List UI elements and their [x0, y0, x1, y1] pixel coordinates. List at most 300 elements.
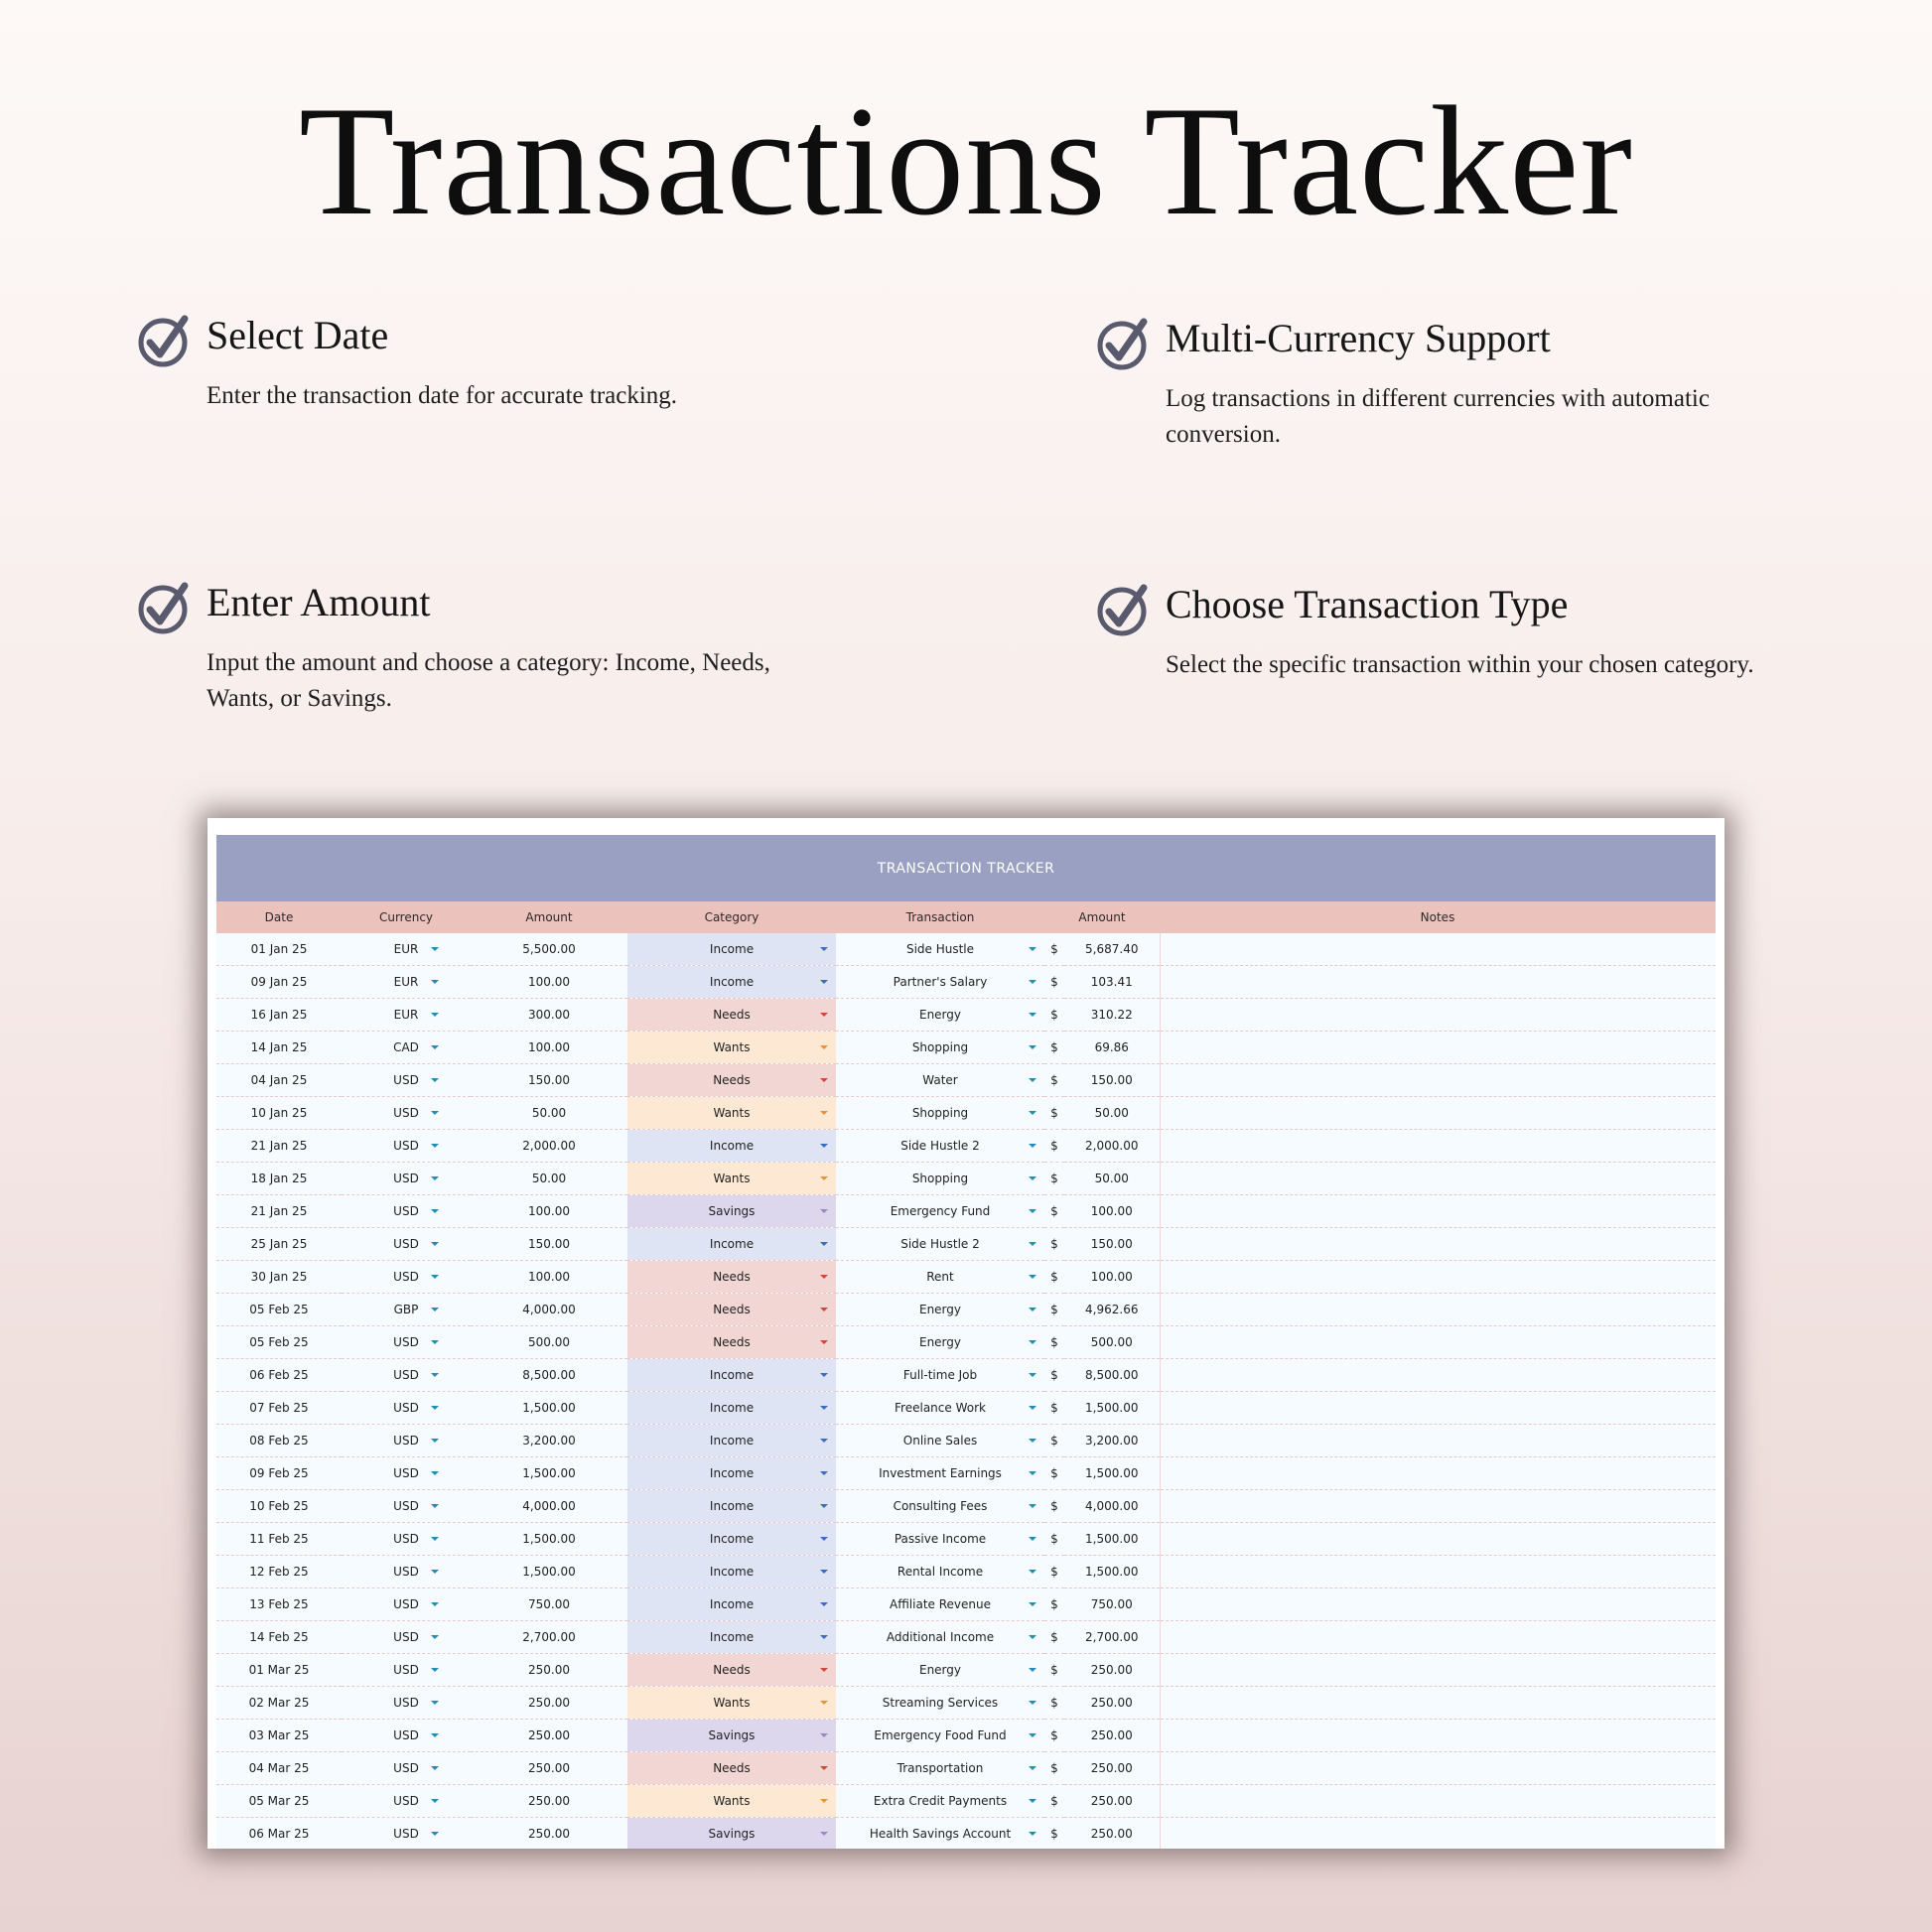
chevron-down-icon[interactable] [431, 1308, 439, 1311]
chevron-down-icon[interactable] [820, 1209, 828, 1213]
chevron-down-icon[interactable] [1029, 1602, 1036, 1606]
chevron-down-icon[interactable] [1029, 1144, 1036, 1148]
transaction-select[interactable] [836, 1425, 1044, 1457]
category-select[interactable] [627, 1130, 836, 1163]
converted-amount-cell: 1,500.00 [1064, 1392, 1160, 1425]
currency-select[interactable] [342, 1425, 471, 1457]
date-cell[interactable]: 01 Mar 25 [216, 1654, 342, 1687]
currency-select[interactable] [342, 1163, 471, 1195]
chevron-down-icon[interactable] [820, 1111, 828, 1115]
chevron-down-icon[interactable] [820, 1373, 828, 1377]
chevron-down-icon[interactable] [1029, 1635, 1036, 1639]
amount-cell[interactable]: 3,200.00 [471, 1425, 627, 1457]
table-row [216, 1392, 1716, 1425]
transaction-select[interactable] [836, 1195, 1044, 1228]
chevron-down-icon[interactable] [820, 980, 828, 984]
transaction-select[interactable] [836, 1457, 1044, 1490]
category-select[interactable] [627, 1818, 836, 1850]
transaction-select[interactable] [836, 1785, 1044, 1818]
category-select[interactable] [627, 1425, 836, 1457]
category-select[interactable] [627, 1163, 836, 1195]
date-cell[interactable]: 14 Feb 25 [216, 1621, 342, 1654]
currency-symbol: $ [1044, 1752, 1064, 1785]
chevron-down-icon[interactable] [1029, 1537, 1036, 1541]
currency-select[interactable] [342, 1195, 471, 1228]
transaction-select[interactable] [836, 999, 1044, 1032]
chevron-down-icon[interactable] [431, 1144, 439, 1148]
notes-cell[interactable] [1160, 1195, 1716, 1228]
date-cell[interactable]: 10 Feb 25 [216, 1490, 342, 1523]
date-cell[interactable]: 08 Feb 25 [216, 1425, 342, 1457]
col-header-amount[interactable]: Amount [471, 901, 627, 933]
category-select[interactable] [627, 1490, 836, 1523]
transaction-select[interactable] [836, 1163, 1044, 1195]
transaction-select[interactable] [836, 1687, 1044, 1720]
chevron-down-icon[interactable] [820, 1701, 828, 1705]
date-cell[interactable]: 09 Feb 25 [216, 1457, 342, 1490]
chevron-down-icon[interactable] [820, 1275, 828, 1279]
chevron-down-icon[interactable] [431, 947, 439, 951]
currency-select[interactable] [342, 1687, 471, 1720]
currency-select[interactable] [342, 1326, 471, 1359]
transaction-select[interactable] [836, 1720, 1044, 1752]
converted-amount-cell: 50.00 [1064, 1097, 1160, 1130]
chevron-down-icon[interactable] [431, 1373, 439, 1377]
amount-cell[interactable]: 250.00 [471, 1752, 627, 1785]
date-cell[interactable]: 12 Feb 25 [216, 1556, 342, 1588]
notes-cell[interactable] [1160, 1621, 1716, 1654]
notes-cell[interactable] [1160, 1490, 1716, 1523]
amount-cell[interactable]: 100.00 [471, 966, 627, 999]
currency-symbol: $ [1044, 1490, 1064, 1523]
chevron-down-icon[interactable] [431, 1537, 439, 1541]
amount-cell[interactable]: 300.00 [471, 999, 627, 1032]
chevron-down-icon[interactable] [1029, 1406, 1036, 1410]
date-cell[interactable]: 16 Jan 25 [216, 999, 342, 1032]
amount-cell[interactable]: 100.00 [471, 1032, 627, 1064]
transaction-select[interactable] [836, 1490, 1044, 1523]
chevron-down-icon[interactable] [1029, 1045, 1036, 1049]
notes-cell[interactable] [1160, 1294, 1716, 1326]
chevron-down-icon[interactable] [431, 1471, 439, 1475]
currency-value: USD [393, 1401, 419, 1415]
amount-cell[interactable]: 50.00 [471, 1097, 627, 1130]
amount-cell[interactable]: 250.00 [471, 1720, 627, 1752]
category-select[interactable] [627, 1064, 836, 1097]
chevron-down-icon[interactable] [431, 1668, 439, 1672]
chevron-down-icon[interactable] [431, 1504, 439, 1508]
feature-heading: Enter Amount [207, 580, 431, 624]
chevron-down-icon[interactable] [1029, 980, 1036, 984]
chevron-down-icon[interactable] [431, 1602, 439, 1606]
transaction-select[interactable] [836, 1752, 1044, 1785]
currency-symbol: $ [1044, 1294, 1064, 1326]
amount-cell[interactable]: 750.00 [471, 1588, 627, 1621]
category-select[interactable] [627, 1032, 836, 1064]
chevron-down-icon[interactable] [431, 1209, 439, 1213]
currency-select[interactable] [342, 1359, 471, 1392]
chevron-down-icon[interactable] [431, 1275, 439, 1279]
currency-select[interactable] [342, 1752, 471, 1785]
notes-cell[interactable] [1160, 1326, 1716, 1359]
category-value: Wants [713, 1696, 751, 1710]
amount-cell[interactable]: 2,700.00 [471, 1621, 627, 1654]
col-header-converted-amount[interactable]: Amount [1044, 901, 1160, 933]
currency-value: EUR [393, 1008, 419, 1022]
notes-cell[interactable] [1160, 1359, 1716, 1392]
chevron-down-icon[interactable] [820, 1439, 828, 1443]
date-cell[interactable]: 10 Jan 25 [216, 1097, 342, 1130]
chevron-down-icon[interactable] [1029, 1733, 1036, 1737]
transaction-value: Emergency Fund [890, 1204, 991, 1218]
chevron-down-icon[interactable] [820, 1308, 828, 1311]
currency-select[interactable] [342, 1490, 471, 1523]
notes-cell[interactable] [1160, 1064, 1716, 1097]
category-value: Needs [713, 1303, 751, 1316]
transaction-select[interactable] [836, 1032, 1044, 1064]
notes-cell[interactable] [1160, 966, 1716, 999]
transaction-select[interactable] [836, 1326, 1044, 1359]
category-select[interactable] [627, 999, 836, 1032]
amount-cell[interactable]: 2,000.00 [471, 1130, 627, 1163]
notes-cell[interactable] [1160, 1130, 1716, 1163]
currency-symbol: $ [1044, 1195, 1064, 1228]
chevron-down-icon[interactable] [1029, 1013, 1036, 1017]
amount-cell[interactable]: 100.00 [471, 1261, 627, 1294]
transaction-select[interactable] [836, 1097, 1044, 1130]
amount-cell[interactable]: 1,500.00 [471, 1457, 627, 1490]
notes-cell[interactable] [1160, 999, 1716, 1032]
notes-cell[interactable] [1160, 1818, 1716, 1850]
date-cell[interactable]: 05 Mar 25 [216, 1785, 342, 1818]
chevron-down-icon[interactable] [431, 1078, 439, 1082]
date-cell[interactable]: 11 Feb 25 [216, 1523, 342, 1556]
col-header-category[interactable]: Category [627, 901, 836, 933]
chevron-down-icon[interactable] [431, 1045, 439, 1049]
notes-cell[interactable] [1160, 1228, 1716, 1261]
amount-cell[interactable]: 4,000.00 [471, 1490, 627, 1523]
amount-cell[interactable]: 4,000.00 [471, 1294, 627, 1326]
chevron-down-icon[interactable] [431, 1439, 439, 1443]
chevron-down-icon[interactable] [431, 1701, 439, 1705]
category-select[interactable] [627, 1294, 836, 1326]
amount-cell[interactable]: 500.00 [471, 1326, 627, 1359]
transaction-select[interactable] [836, 1064, 1044, 1097]
notes-cell[interactable] [1160, 1556, 1716, 1588]
table-row [216, 1195, 1716, 1228]
chevron-down-icon[interactable] [820, 1766, 828, 1770]
notes-cell[interactable] [1160, 933, 1716, 966]
currency-select[interactable] [342, 1228, 471, 1261]
amount-cell[interactable]: 8,500.00 [471, 1359, 627, 1392]
chevron-down-icon[interactable] [431, 1635, 439, 1639]
currency-value: EUR [393, 975, 419, 989]
transaction-select[interactable] [836, 1130, 1044, 1163]
date-cell[interactable]: 30 Jan 25 [216, 1261, 342, 1294]
currency-select[interactable] [342, 1457, 471, 1490]
chevron-down-icon[interactable] [1029, 1275, 1036, 1279]
currency-select[interactable] [342, 1294, 471, 1326]
transaction-value: Shopping [911, 1106, 969, 1120]
currency-select[interactable] [342, 1097, 471, 1130]
amount-cell[interactable]: 150.00 [471, 1228, 627, 1261]
chevron-down-icon[interactable] [431, 1832, 439, 1836]
transaction-select[interactable] [836, 1654, 1044, 1687]
currency-select[interactable] [342, 1588, 471, 1621]
category-value: Income [709, 1532, 755, 1546]
chevron-down-icon[interactable] [1029, 1504, 1036, 1508]
chevron-down-icon[interactable] [820, 1176, 828, 1180]
category-value: Wants [713, 1106, 751, 1120]
col-header-notes[interactable]: Notes [1160, 901, 1716, 933]
chevron-down-icon[interactable] [431, 980, 439, 984]
chevron-down-icon[interactable] [431, 1340, 439, 1344]
chevron-down-icon[interactable] [1029, 1209, 1036, 1213]
date-cell[interactable]: 03 Mar 25 [216, 1720, 342, 1752]
chevron-down-icon[interactable] [820, 947, 828, 951]
date-cell[interactable]: 04 Jan 25 [216, 1064, 342, 1097]
category-select[interactable] [627, 1457, 836, 1490]
chevron-down-icon[interactable] [431, 1242, 439, 1246]
table-row [216, 999, 1716, 1032]
chevron-down-icon[interactable] [820, 1471, 828, 1475]
currency-select[interactable] [342, 1261, 471, 1294]
chevron-down-icon[interactable] [820, 1832, 828, 1836]
currency-select[interactable] [342, 1392, 471, 1425]
header-row [216, 901, 1716, 933]
chevron-down-icon[interactable] [820, 1013, 828, 1017]
category-select[interactable] [627, 1687, 836, 1720]
category-value: Income [709, 1237, 755, 1251]
transaction-select[interactable] [836, 1588, 1044, 1621]
notes-cell[interactable] [1160, 1097, 1716, 1130]
currency-select[interactable] [342, 966, 471, 999]
category-select[interactable] [627, 1097, 836, 1130]
notes-cell[interactable] [1160, 1163, 1716, 1195]
currency-select[interactable] [342, 933, 471, 966]
currency-value: USD [393, 1434, 419, 1448]
chevron-down-icon[interactable] [820, 1406, 828, 1410]
chevron-down-icon[interactable] [820, 1602, 828, 1606]
chevron-down-icon[interactable] [1029, 1176, 1036, 1180]
category-select[interactable] [627, 1228, 836, 1261]
category-select[interactable] [627, 1392, 836, 1425]
chevron-down-icon[interactable] [1029, 1471, 1036, 1475]
transaction-value: Partner's Salary [893, 975, 988, 989]
category-select[interactable] [627, 1785, 836, 1818]
amount-cell[interactable]: 1,500.00 [471, 1392, 627, 1425]
date-cell[interactable]: 18 Jan 25 [216, 1163, 342, 1195]
transaction-select[interactable] [836, 1359, 1044, 1392]
date-cell[interactable]: 07 Feb 25 [216, 1392, 342, 1425]
currency-symbol: $ [1044, 1425, 1064, 1457]
category-select[interactable] [627, 966, 836, 999]
currency-symbol: $ [1044, 999, 1064, 1032]
chevron-down-icon[interactable] [431, 1799, 439, 1803]
amount-cell[interactable]: 5,500.00 [471, 933, 627, 966]
currency-select[interactable] [342, 1523, 471, 1556]
date-cell[interactable]: 05 Feb 25 [216, 1326, 342, 1359]
chevron-down-icon[interactable] [1029, 1799, 1036, 1803]
amount-cell[interactable]: 50.00 [471, 1163, 627, 1195]
date-cell[interactable]: 25 Jan 25 [216, 1228, 342, 1261]
chevron-down-icon[interactable] [1029, 1766, 1036, 1770]
chevron-down-icon[interactable] [820, 1242, 828, 1246]
transaction-select[interactable] [836, 1556, 1044, 1588]
category-select[interactable] [627, 1556, 836, 1588]
transaction-value: Side Hustle 2 [900, 1237, 980, 1251]
category-select[interactable] [627, 1523, 836, 1556]
date-cell[interactable]: 21 Jan 25 [216, 1130, 342, 1163]
notes-cell[interactable] [1160, 1752, 1716, 1785]
chevron-down-icon[interactable] [1029, 1570, 1036, 1574]
currency-select[interactable] [342, 1818, 471, 1850]
notes-cell[interactable] [1160, 1457, 1716, 1490]
date-cell[interactable]: 13 Feb 25 [216, 1588, 342, 1621]
date-cell[interactable]: 05 Feb 25 [216, 1294, 342, 1326]
chevron-down-icon[interactable] [820, 1144, 828, 1148]
notes-cell[interactable] [1160, 1785, 1716, 1818]
category-value: Income [709, 1565, 755, 1579]
notes-cell[interactable] [1160, 1720, 1716, 1752]
chevron-down-icon[interactable] [431, 1176, 439, 1180]
currency-select[interactable] [342, 999, 471, 1032]
transaction-select[interactable] [836, 1818, 1044, 1850]
category-select[interactable] [627, 1654, 836, 1687]
chevron-down-icon[interactable] [1029, 947, 1036, 951]
chevron-down-icon[interactable] [820, 1504, 828, 1508]
notes-cell[interactable] [1160, 1654, 1716, 1687]
currency-select[interactable] [342, 1785, 471, 1818]
amount-cell[interactable]: 250.00 [471, 1654, 627, 1687]
currency-select[interactable] [342, 1556, 471, 1588]
category-select[interactable] [627, 1261, 836, 1294]
currency-value: USD [393, 1728, 419, 1742]
chevron-down-icon[interactable] [1029, 1373, 1036, 1377]
chevron-down-icon[interactable] [820, 1635, 828, 1639]
currency-select[interactable] [342, 1032, 471, 1064]
category-select[interactable] [627, 933, 836, 966]
chevron-down-icon[interactable] [431, 1013, 439, 1017]
table-row [216, 1097, 1716, 1130]
transaction-select[interactable] [836, 1228, 1044, 1261]
col-header-date[interactable]: Date [216, 901, 342, 933]
currency-symbol: $ [1044, 1687, 1064, 1720]
page-title: Transactions Tracker [299, 74, 1633, 248]
chevron-down-icon[interactable] [431, 1570, 439, 1574]
category-select[interactable] [627, 1621, 836, 1654]
chevron-down-icon[interactable] [431, 1733, 439, 1737]
category-select[interactable] [627, 1752, 836, 1785]
category-select[interactable] [627, 1588, 836, 1621]
notes-cell[interactable] [1160, 1032, 1716, 1064]
category-select[interactable] [627, 1720, 836, 1752]
chevron-down-icon[interactable] [820, 1733, 828, 1737]
amount-cell[interactable]: 1,500.00 [471, 1523, 627, 1556]
category-select[interactable] [627, 1195, 836, 1228]
chevron-down-icon[interactable] [1029, 1668, 1036, 1672]
currency-select[interactable] [342, 1654, 471, 1687]
currency-select[interactable] [342, 1064, 471, 1097]
date-cell[interactable]: 06 Feb 25 [216, 1359, 342, 1392]
notes-cell[interactable] [1160, 1687, 1716, 1720]
transaction-select[interactable] [836, 966, 1044, 999]
converted-amount-cell: 69.86 [1064, 1032, 1160, 1064]
transaction-value: Freelance Work [895, 1401, 986, 1415]
transaction-select[interactable] [836, 1621, 1044, 1654]
chevron-down-icon[interactable] [1029, 1078, 1036, 1082]
date-cell[interactable]: 06 Mar 25 [216, 1818, 342, 1850]
chevron-down-icon[interactable] [1029, 1308, 1036, 1311]
chevron-down-icon[interactable] [1029, 1439, 1036, 1443]
amount-cell[interactable]: 250.00 [471, 1818, 627, 1850]
category-value: Income [709, 942, 755, 956]
chevron-down-icon[interactable] [1029, 1340, 1036, 1344]
date-cell[interactable]: 04 Mar 25 [216, 1752, 342, 1785]
date-cell[interactable]: 02 Mar 25 [216, 1687, 342, 1720]
transaction-value: Additional Income [886, 1630, 995, 1644]
chevron-down-icon[interactable] [820, 1570, 828, 1574]
table-row [216, 1064, 1716, 1097]
transaction-select[interactable] [836, 1294, 1044, 1326]
converted-amount-cell: 250.00 [1064, 1687, 1160, 1720]
amount-cell[interactable]: 250.00 [471, 1687, 627, 1720]
chevron-down-icon[interactable] [820, 1668, 828, 1672]
chevron-down-icon[interactable] [431, 1766, 439, 1770]
chevron-down-icon[interactable] [431, 1111, 439, 1115]
amount-cell[interactable]: 1,500.00 [471, 1556, 627, 1588]
category-select[interactable] [627, 1359, 836, 1392]
chevron-down-icon[interactable] [820, 1078, 828, 1082]
col-header-currency[interactable]: Currency [342, 901, 471, 933]
date-cell[interactable]: 09 Jan 25 [216, 966, 342, 999]
chevron-down-icon[interactable] [1029, 1242, 1036, 1246]
category-value: Needs [713, 1008, 751, 1022]
notes-cell[interactable] [1160, 1425, 1716, 1457]
table-row [216, 1163, 1716, 1195]
transaction-select[interactable] [836, 1261, 1044, 1294]
amount-cell[interactable]: 150.00 [471, 1064, 627, 1097]
transaction-select[interactable] [836, 933, 1044, 966]
chevron-down-icon[interactable] [1029, 1832, 1036, 1836]
amount-cell[interactable]: 100.00 [471, 1195, 627, 1228]
currency-select[interactable] [342, 1130, 471, 1163]
amount-cell[interactable]: 250.00 [471, 1785, 627, 1818]
col-header-transaction[interactable]: Transaction [836, 901, 1044, 933]
date-cell[interactable]: 14 Jan 25 [216, 1032, 342, 1064]
chevron-down-icon[interactable] [1029, 1111, 1036, 1115]
notes-cell[interactable] [1160, 1392, 1716, 1425]
chevron-down-icon[interactable] [820, 1537, 828, 1541]
transaction-select[interactable] [836, 1392, 1044, 1425]
category-select[interactable] [627, 1326, 836, 1359]
chevron-down-icon[interactable] [820, 1045, 828, 1049]
transaction-select[interactable] [836, 1523, 1044, 1556]
chevron-down-icon[interactable] [820, 1340, 828, 1344]
date-cell[interactable]: 21 Jan 25 [216, 1195, 342, 1228]
transaction-value: Energy [918, 1008, 961, 1022]
notes-cell[interactable] [1160, 1523, 1716, 1556]
notes-cell[interactable] [1160, 1261, 1716, 1294]
currency-select[interactable] [342, 1720, 471, 1752]
currency-select[interactable] [342, 1621, 471, 1654]
notes-cell[interactable] [1160, 1588, 1716, 1621]
chevron-down-icon[interactable] [431, 1406, 439, 1410]
date-cell[interactable]: 01 Jan 25 [216, 933, 342, 966]
chevron-down-icon[interactable] [1029, 1701, 1036, 1705]
currency-value: USD [393, 1532, 419, 1546]
chevron-down-icon[interactable] [820, 1799, 828, 1803]
